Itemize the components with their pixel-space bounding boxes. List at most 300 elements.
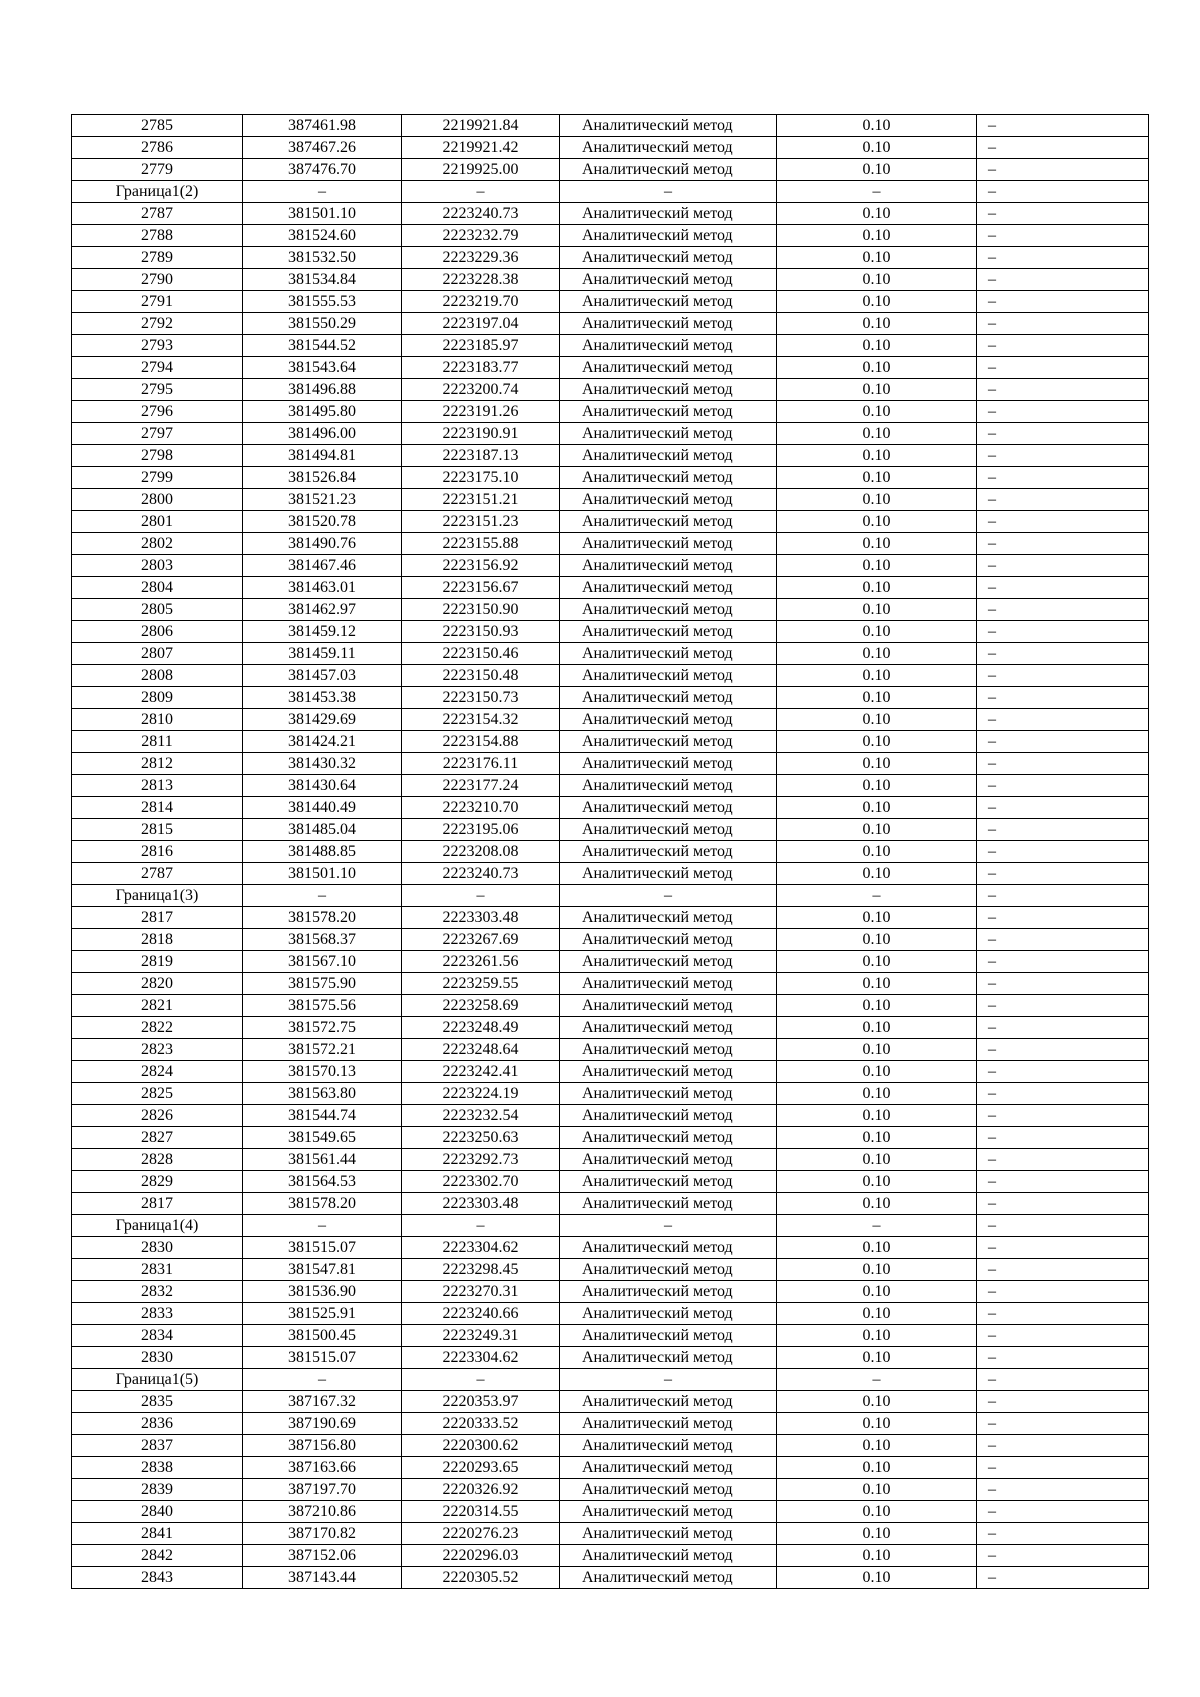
y-coordinate-cell: 2220293.65 — [402, 1457, 560, 1479]
y-coordinate-cell: 2223259.55 — [402, 973, 560, 995]
y-coordinate-cell: 2223177.24 — [402, 775, 560, 797]
table-row — [72, 1281, 1149, 1303]
y-coordinate-cell: 2223156.92 — [402, 555, 560, 577]
method-cell: Аналитический метод — [560, 775, 777, 797]
x-coordinate-cell: 381488.85 — [243, 841, 402, 863]
y-coordinate-cell: 2223304.62 — [402, 1347, 560, 1369]
y-coordinate-cell: 2223240.73 — [402, 203, 560, 225]
x-coordinate-cell: 381500.45 — [243, 1325, 402, 1347]
method-cell: Аналитический метод — [560, 1545, 777, 1567]
x-coordinate-cell: 381459.12 — [243, 621, 402, 643]
accuracy-cell: 0.10 — [777, 1105, 977, 1127]
accuracy-cell: 0.10 — [777, 687, 977, 709]
y-coordinate-cell: 2220314.55 — [402, 1501, 560, 1523]
note-cell: – — [977, 1017, 1149, 1039]
method-cell: Аналитический метод — [560, 1083, 777, 1105]
y-coordinate-cell: 2223175.10 — [402, 467, 560, 489]
method-cell: Аналитический метод — [560, 951, 777, 973]
point-number-cell: 2806 — [72, 621, 243, 643]
x-coordinate-cell: 381525.91 — [243, 1303, 402, 1325]
note-cell: – — [977, 885, 1149, 907]
table-row — [72, 1017, 1149, 1039]
method-cell: Аналитический метод — [560, 1523, 777, 1545]
accuracy-cell: 0.10 — [777, 1501, 977, 1523]
accuracy-cell: 0.10 — [777, 1127, 977, 1149]
method-cell: Аналитический метод — [560, 247, 777, 269]
point-number-cell: 2798 — [72, 445, 243, 467]
note-cell: – — [977, 1083, 1149, 1105]
method-cell: Аналитический метод — [560, 1039, 777, 1061]
method-cell: Аналитический метод — [560, 621, 777, 643]
method-cell: – — [560, 181, 777, 203]
note-cell: – — [977, 423, 1149, 445]
accuracy-cell: 0.10 — [777, 1479, 977, 1501]
y-coordinate-cell: – — [402, 1369, 560, 1391]
method-cell: Аналитический метод — [560, 1061, 777, 1083]
y-coordinate-cell: – — [402, 885, 560, 907]
x-coordinate-cell: 381572.75 — [243, 1017, 402, 1039]
y-coordinate-cell: 2223210.70 — [402, 797, 560, 819]
table-row — [72, 643, 1149, 665]
method-cell: Аналитический метод — [560, 489, 777, 511]
point-number-cell: 2828 — [72, 1149, 243, 1171]
note-cell: – — [977, 1369, 1149, 1391]
boundary-header-row — [72, 885, 1149, 907]
x-coordinate-cell: 381520.78 — [243, 511, 402, 533]
x-coordinate-cell: 381572.21 — [243, 1039, 402, 1061]
table-row — [72, 269, 1149, 291]
point-number-cell: 2820 — [72, 973, 243, 995]
method-cell: Аналитический метод — [560, 1193, 777, 1215]
y-coordinate-cell: 2223154.88 — [402, 731, 560, 753]
point-number-cell: 2821 — [72, 995, 243, 1017]
note-cell: – — [977, 1501, 1149, 1523]
point-number-cell: 2837 — [72, 1435, 243, 1457]
method-cell: Аналитический метод — [560, 423, 777, 445]
note-cell: – — [977, 797, 1149, 819]
accuracy-cell: 0.10 — [777, 445, 977, 467]
accuracy-cell: 0.10 — [777, 247, 977, 269]
x-coordinate-cell: 387210.86 — [243, 1501, 402, 1523]
note-cell: – — [977, 203, 1149, 225]
x-coordinate-cell: 387190.69 — [243, 1413, 402, 1435]
x-coordinate-cell: 387167.32 — [243, 1391, 402, 1413]
note-cell: – — [977, 1435, 1149, 1457]
method-cell: Аналитический метод — [560, 731, 777, 753]
method-cell: Аналитический метод — [560, 819, 777, 841]
note-cell: – — [977, 731, 1149, 753]
x-coordinate-cell: 381440.49 — [243, 797, 402, 819]
y-coordinate-cell: 2223208.08 — [402, 841, 560, 863]
table-row — [72, 775, 1149, 797]
table-row — [72, 1457, 1149, 1479]
method-cell: Аналитический метод — [560, 929, 777, 951]
table-row — [72, 423, 1149, 445]
table-row — [72, 973, 1149, 995]
x-coordinate-cell: 381536.90 — [243, 1281, 402, 1303]
note-cell: – — [977, 115, 1149, 137]
method-cell: Аналитический метод — [560, 379, 777, 401]
note-cell: – — [977, 1149, 1149, 1171]
y-coordinate-cell: 2220353.97 — [402, 1391, 560, 1413]
method-cell: Аналитический метод — [560, 1457, 777, 1479]
x-coordinate-cell: 381568.37 — [243, 929, 402, 951]
point-number-cell: Граница1(5) — [72, 1369, 243, 1391]
table-row — [72, 313, 1149, 335]
point-number-cell: 2809 — [72, 687, 243, 709]
note-cell: – — [977, 379, 1149, 401]
method-cell: Аналитический метод — [560, 401, 777, 423]
table-row — [72, 665, 1149, 687]
accuracy-cell: 0.10 — [777, 863, 977, 885]
y-coordinate-cell: 2223150.93 — [402, 621, 560, 643]
x-coordinate-cell: 387163.66 — [243, 1457, 402, 1479]
note-cell: – — [977, 1347, 1149, 1369]
accuracy-cell: 0.10 — [777, 1325, 977, 1347]
x-coordinate-cell: 381578.20 — [243, 1193, 402, 1215]
x-coordinate-cell: 381467.46 — [243, 555, 402, 577]
accuracy-cell: 0.10 — [777, 269, 977, 291]
table-row — [72, 1501, 1149, 1523]
x-coordinate-cell: 381524.60 — [243, 225, 402, 247]
table-row — [72, 1105, 1149, 1127]
accuracy-cell: 0.10 — [777, 1457, 977, 1479]
point-number-cell: 2824 — [72, 1061, 243, 1083]
table-row — [72, 489, 1149, 511]
method-cell: Аналитический метод — [560, 335, 777, 357]
x-coordinate-cell: 381496.88 — [243, 379, 402, 401]
note-cell: – — [977, 291, 1149, 313]
table-row — [72, 995, 1149, 1017]
point-number-cell: 2832 — [72, 1281, 243, 1303]
x-coordinate-cell: 381575.56 — [243, 995, 402, 1017]
y-coordinate-cell: 2223303.48 — [402, 907, 560, 929]
y-coordinate-cell: 2223240.66 — [402, 1303, 560, 1325]
note-cell: – — [977, 313, 1149, 335]
method-cell: Аналитический метод — [560, 1017, 777, 1039]
accuracy-cell: 0.10 — [777, 753, 977, 775]
note-cell: – — [977, 1237, 1149, 1259]
table-row — [72, 203, 1149, 225]
point-number-cell: 2805 — [72, 599, 243, 621]
note-cell: – — [977, 247, 1149, 269]
table-row — [72, 137, 1149, 159]
method-cell: Аналитический метод — [560, 1303, 777, 1325]
accuracy-cell: 0.10 — [777, 1435, 977, 1457]
method-cell: Аналитический метод — [560, 1259, 777, 1281]
note-cell: – — [977, 1391, 1149, 1413]
method-cell: Аналитический метод — [560, 643, 777, 665]
y-coordinate-cell: 2220326.92 — [402, 1479, 560, 1501]
y-coordinate-cell: 2223190.91 — [402, 423, 560, 445]
method-cell: Аналитический метод — [560, 1127, 777, 1149]
accuracy-cell: 0.10 — [777, 357, 977, 379]
x-coordinate-cell: 381534.84 — [243, 269, 402, 291]
method-cell: Аналитический метод — [560, 1171, 777, 1193]
table-row — [72, 247, 1149, 269]
note-cell: – — [977, 709, 1149, 731]
x-coordinate-cell: 387476.70 — [243, 159, 402, 181]
note-cell: – — [977, 489, 1149, 511]
note-cell: – — [977, 225, 1149, 247]
point-number-cell: 2829 — [72, 1171, 243, 1193]
table-row — [72, 907, 1149, 929]
point-number-cell: 2791 — [72, 291, 243, 313]
point-number-cell: Граница1(2) — [72, 181, 243, 203]
y-coordinate-cell: 2223292.73 — [402, 1149, 560, 1171]
note-cell: – — [977, 819, 1149, 841]
point-number-cell: 2807 — [72, 643, 243, 665]
table-row — [72, 1347, 1149, 1369]
note-cell: – — [977, 1303, 1149, 1325]
accuracy-cell: 0.10 — [777, 841, 977, 863]
point-number-cell: 2842 — [72, 1545, 243, 1567]
y-coordinate-cell: 2223258.69 — [402, 995, 560, 1017]
note-cell: – — [977, 863, 1149, 885]
point-number-cell: 2787 — [72, 203, 243, 225]
x-coordinate-cell: – — [243, 1369, 402, 1391]
point-number-cell: 2799 — [72, 467, 243, 489]
table-row — [72, 753, 1149, 775]
accuracy-cell: 0.10 — [777, 1347, 977, 1369]
accuracy-cell: 0.10 — [777, 313, 977, 335]
point-number-cell: 2835 — [72, 1391, 243, 1413]
accuracy-cell: 0.10 — [777, 1523, 977, 1545]
table-row — [72, 863, 1149, 885]
y-coordinate-cell: 2223224.19 — [402, 1083, 560, 1105]
note-cell: – — [977, 907, 1149, 929]
accuracy-cell: 0.10 — [777, 1259, 977, 1281]
note-cell: – — [977, 555, 1149, 577]
method-cell: Аналитический метод — [560, 445, 777, 467]
y-coordinate-cell: 2223195.06 — [402, 819, 560, 841]
method-cell: Аналитический метод — [560, 797, 777, 819]
x-coordinate-cell: 381459.11 — [243, 643, 402, 665]
x-coordinate-cell: 381430.32 — [243, 753, 402, 775]
x-coordinate-cell: 381578.20 — [243, 907, 402, 929]
note-cell: – — [977, 401, 1149, 423]
method-cell: Аналитический метод — [560, 225, 777, 247]
method-cell: Аналитический метод — [560, 995, 777, 1017]
y-coordinate-cell: 2223187.13 — [402, 445, 560, 467]
x-coordinate-cell: 381567.10 — [243, 951, 402, 973]
y-coordinate-cell: 2223248.64 — [402, 1039, 560, 1061]
note-cell: – — [977, 1545, 1149, 1567]
point-number-cell: 2838 — [72, 1457, 243, 1479]
table-row — [72, 555, 1149, 577]
y-coordinate-cell: 2219921.42 — [402, 137, 560, 159]
y-coordinate-cell: 2223150.73 — [402, 687, 560, 709]
accuracy-cell: 0.10 — [777, 775, 977, 797]
point-number-cell: 2796 — [72, 401, 243, 423]
note-cell: – — [977, 445, 1149, 467]
x-coordinate-cell: 381561.44 — [243, 1149, 402, 1171]
y-coordinate-cell: 2223150.90 — [402, 599, 560, 621]
note-cell: – — [977, 1413, 1149, 1435]
method-cell: Аналитический метод — [560, 555, 777, 577]
method-cell: Аналитический метод — [560, 1347, 777, 1369]
x-coordinate-cell: 387152.06 — [243, 1545, 402, 1567]
point-number-cell: 2840 — [72, 1501, 243, 1523]
x-coordinate-cell: 381485.04 — [243, 819, 402, 841]
point-number-cell: 2834 — [72, 1325, 243, 1347]
x-coordinate-cell: 381496.00 — [243, 423, 402, 445]
point-number-cell: 2794 — [72, 357, 243, 379]
point-number-cell: 2814 — [72, 797, 243, 819]
point-number-cell: 2812 — [72, 753, 243, 775]
point-number-cell: 2817 — [72, 907, 243, 929]
table-row — [72, 1149, 1149, 1171]
coordinates-table-body — [72, 115, 1149, 1589]
y-coordinate-cell: 2223298.45 — [402, 1259, 560, 1281]
note-cell: – — [977, 533, 1149, 555]
point-number-cell: 2789 — [72, 247, 243, 269]
note-cell: – — [977, 1259, 1149, 1281]
y-coordinate-cell: 2223248.49 — [402, 1017, 560, 1039]
table-row — [72, 445, 1149, 467]
x-coordinate-cell: 381515.07 — [243, 1237, 402, 1259]
x-coordinate-cell: 381463.01 — [243, 577, 402, 599]
table-row — [72, 1523, 1149, 1545]
table-row — [72, 1083, 1149, 1105]
table-row — [72, 1061, 1149, 1083]
accuracy-cell: 0.10 — [777, 1193, 977, 1215]
y-coordinate-cell: 2223154.32 — [402, 709, 560, 731]
note-cell: – — [977, 357, 1149, 379]
method-cell: Аналитический метод — [560, 1435, 777, 1457]
accuracy-cell: 0.10 — [777, 577, 977, 599]
y-coordinate-cell: 2219921.84 — [402, 115, 560, 137]
note-cell: – — [977, 665, 1149, 687]
accuracy-cell: 0.10 — [777, 555, 977, 577]
y-coordinate-cell: 2223156.67 — [402, 577, 560, 599]
method-cell: – — [560, 1215, 777, 1237]
x-coordinate-cell: 381543.64 — [243, 357, 402, 379]
note-cell: – — [977, 1061, 1149, 1083]
accuracy-cell: 0.10 — [777, 1017, 977, 1039]
table-row — [72, 1391, 1149, 1413]
note-cell: – — [977, 687, 1149, 709]
accuracy-cell: 0.10 — [777, 1171, 977, 1193]
x-coordinate-cell: 381515.07 — [243, 1347, 402, 1369]
note-cell: – — [977, 1215, 1149, 1237]
boundary-header-row — [72, 181, 1149, 203]
note-cell: – — [977, 1039, 1149, 1061]
accuracy-cell: 0.10 — [777, 1237, 977, 1259]
method-cell: Аналитический метод — [560, 1105, 777, 1127]
table-row — [72, 1127, 1149, 1149]
method-cell: Аналитический метод — [560, 1325, 777, 1347]
point-number-cell: 2815 — [72, 819, 243, 841]
method-cell: – — [560, 1369, 777, 1391]
note-cell: – — [977, 511, 1149, 533]
table-row — [72, 621, 1149, 643]
point-number-cell: 2802 — [72, 533, 243, 555]
table-row — [72, 159, 1149, 181]
accuracy-cell: 0.10 — [777, 511, 977, 533]
accuracy-cell: 0.10 — [777, 1391, 977, 1413]
table-row — [72, 841, 1149, 863]
table-row — [72, 951, 1149, 973]
method-cell: Аналитический метод — [560, 1479, 777, 1501]
method-cell: Аналитический метод — [560, 577, 777, 599]
point-number-cell: 2836 — [72, 1413, 243, 1435]
method-cell: Аналитический метод — [560, 357, 777, 379]
note-cell: – — [977, 577, 1149, 599]
accuracy-cell: 0.10 — [777, 797, 977, 819]
note-cell: – — [977, 1281, 1149, 1303]
accuracy-cell: 0.10 — [777, 665, 977, 687]
point-number-cell: 2830 — [72, 1347, 243, 1369]
y-coordinate-cell: 2223261.56 — [402, 951, 560, 973]
point-number-cell: 2779 — [72, 159, 243, 181]
accuracy-cell: 0.10 — [777, 203, 977, 225]
note-cell: – — [977, 467, 1149, 489]
y-coordinate-cell: 2220276.23 — [402, 1523, 560, 1545]
accuracy-cell: 0.10 — [777, 225, 977, 247]
table-row — [72, 1413, 1149, 1435]
x-coordinate-cell: 381521.23 — [243, 489, 402, 511]
method-cell: Аналитический метод — [560, 313, 777, 335]
y-coordinate-cell: 2223200.74 — [402, 379, 560, 401]
y-coordinate-cell: 2223249.31 — [402, 1325, 560, 1347]
y-coordinate-cell: 2223304.62 — [402, 1237, 560, 1259]
table-row — [72, 533, 1149, 555]
table-row — [72, 1435, 1149, 1457]
table-row — [72, 1237, 1149, 1259]
y-coordinate-cell: 2223197.04 — [402, 313, 560, 335]
point-number-cell: 2826 — [72, 1105, 243, 1127]
point-number-cell: 2817 — [72, 1193, 243, 1215]
accuracy-cell: 0.10 — [777, 973, 977, 995]
point-number-cell: 2785 — [72, 115, 243, 137]
point-number-cell: 2803 — [72, 555, 243, 577]
point-number-cell: 2833 — [72, 1303, 243, 1325]
accuracy-cell: 0.10 — [777, 379, 977, 401]
x-coordinate-cell: 381501.10 — [243, 863, 402, 885]
coordinates-table — [71, 114, 1149, 1589]
method-cell: Аналитический метод — [560, 203, 777, 225]
y-coordinate-cell: 2223150.48 — [402, 665, 560, 687]
table-row — [72, 577, 1149, 599]
x-coordinate-cell: 381457.03 — [243, 665, 402, 687]
y-coordinate-cell: 2223250.63 — [402, 1127, 560, 1149]
table-row — [72, 291, 1149, 313]
method-cell: Аналитический метод — [560, 533, 777, 555]
table-row — [72, 357, 1149, 379]
note-cell: – — [977, 1193, 1149, 1215]
y-coordinate-cell: 2223155.88 — [402, 533, 560, 555]
note-cell: – — [977, 1457, 1149, 1479]
method-cell: Аналитический метод — [560, 863, 777, 885]
y-coordinate-cell: 2223191.26 — [402, 401, 560, 423]
x-coordinate-cell: 381544.52 — [243, 335, 402, 357]
y-coordinate-cell: 2223185.97 — [402, 335, 560, 357]
point-number-cell: 2839 — [72, 1479, 243, 1501]
x-coordinate-cell: 381550.29 — [243, 313, 402, 335]
y-coordinate-cell: 2223232.54 — [402, 1105, 560, 1127]
y-coordinate-cell: 2219925.00 — [402, 159, 560, 181]
accuracy-cell: 0.10 — [777, 489, 977, 511]
point-number-cell: 2823 — [72, 1039, 243, 1061]
x-coordinate-cell: – — [243, 1215, 402, 1237]
point-number-cell: 2813 — [72, 775, 243, 797]
accuracy-cell: 0.10 — [777, 1061, 977, 1083]
y-coordinate-cell: 2223176.11 — [402, 753, 560, 775]
point-number-cell: 2830 — [72, 1237, 243, 1259]
x-coordinate-cell: 381453.38 — [243, 687, 402, 709]
table-row — [72, 731, 1149, 753]
